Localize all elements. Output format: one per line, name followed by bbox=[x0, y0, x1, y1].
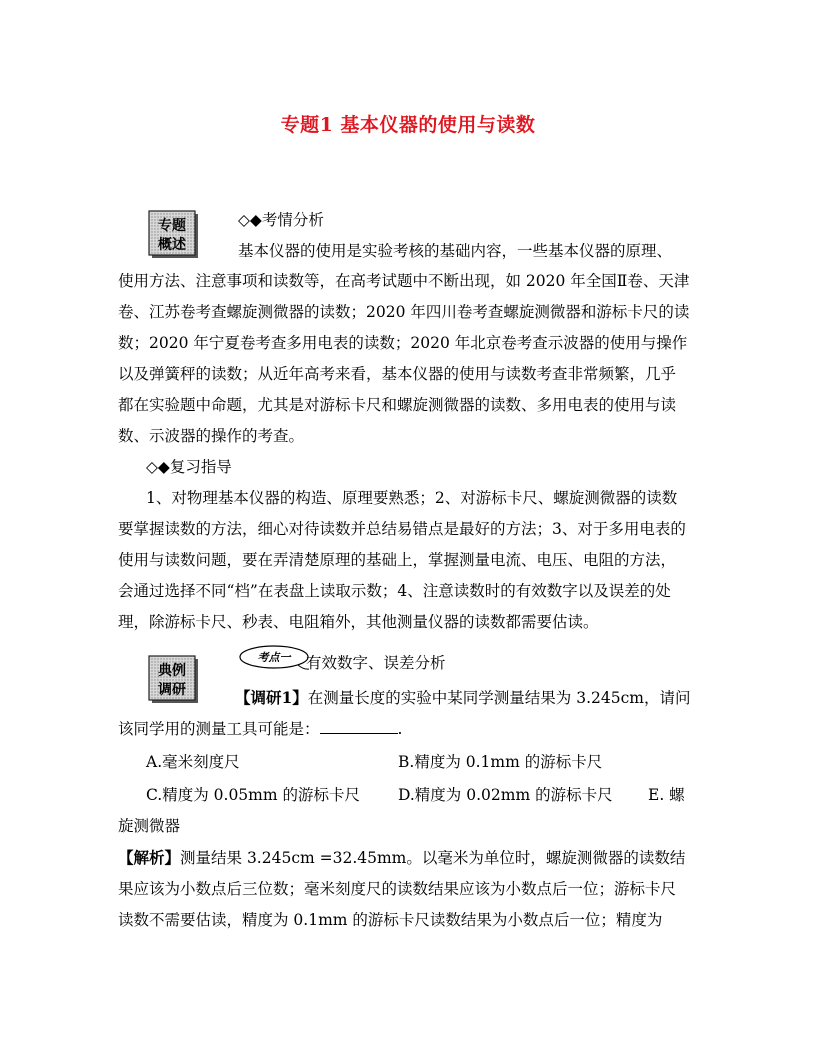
option-c: C.精度为 0.05mm 的游标卡尺 bbox=[146, 786, 360, 804]
paragraph-line: 使用方法、注意事项和读数等，在高考试题中不断出现，如 2020 年全国Ⅱ卷、天津 bbox=[118, 272, 690, 290]
overview-badge-top: 专题 bbox=[158, 218, 186, 234]
option-b: B.精度为 0.1mm 的游标卡尺 bbox=[398, 753, 603, 771]
paragraph-line: 会通过选择不同“档”在表盘上读取示数；4、注意读数时的有效数字以及误差的处 bbox=[118, 582, 671, 600]
paragraph-line: 数、示波器的操作的考查。 bbox=[118, 427, 305, 445]
point-heading: 有效数字、误差分析 bbox=[306, 654, 446, 672]
question-text-2-end: . bbox=[397, 720, 403, 738]
question-text-1: 在测量长度的实验中某同学测量结果为 3.245cm，请问 bbox=[307, 689, 691, 707]
point-oval-text: 考点一 bbox=[257, 651, 291, 664]
point-oval-label bbox=[238, 643, 310, 675]
overview-badge bbox=[148, 210, 198, 258]
question-line-1 bbox=[235, 688, 690, 708]
option-d: D.精度为 0.02mm 的游标卡尺 bbox=[398, 786, 613, 804]
analysis-line-3: 读数不需要估读，精度为 0.1mm 的游标卡尺读数结果为小数点后一位；精度为 bbox=[118, 911, 663, 929]
page-title: 专题1 基本仪器的使用与读数 bbox=[280, 114, 536, 136]
analysis-line-1 bbox=[118, 848, 685, 868]
answer-blank[interactable] bbox=[320, 719, 398, 734]
paragraph-line: 要掌握读数的方法，细心对待读数并总结易错点是最好的方法；3、对于多用电表的 bbox=[118, 520, 686, 538]
paragraph-line: 都在实验题中命题，尤其是对游标卡尺和螺旋测微器的读数、多用电表的使用与读 bbox=[118, 396, 677, 414]
examples-badge-top: 典例 bbox=[158, 663, 186, 679]
analysis-line-2: 果应该为小数点后三位数；毫米刻度尺的读数结果应该为小数点后一位；游标卡尺 bbox=[118, 880, 677, 898]
examples-badge-bottom: 调研 bbox=[158, 682, 186, 698]
option-a: A.毫米刻度尺 bbox=[146, 753, 240, 771]
paragraph-line: 卷、江苏卷考查螺旋测微器的读数；2020 年四川卷考查螺旋测微器和游标卡尺的读 bbox=[118, 303, 690, 321]
overview-badge-bottom: 概述 bbox=[158, 237, 186, 253]
paragraph-line: 1、对物理基本仪器的构造、原理要熟悉；2、对游标卡尺、螺旋测微器的读数 bbox=[146, 489, 678, 507]
paragraph-line: 以及弹簧秤的读数；从近年高考来看，基本仪器的使用与读数考查非常频繁，几乎 bbox=[118, 365, 677, 383]
question-line-2 bbox=[118, 719, 402, 739]
paragraph-line: 理，除游标卡尺、秒表、电阻箱外，其他测量仪器的读数都需要估读。 bbox=[118, 613, 599, 631]
question-tag: 【调研1】 bbox=[235, 688, 308, 707]
paragraph-line: 数；2020 年宁夏卷考查多用电表的读数；2020 年北京卷考查示波器的使用与操作 bbox=[118, 334, 688, 352]
examples-badge bbox=[148, 655, 198, 703]
paragraph-line: 使用与读数问题，要在弄清楚原理的基础上，掌握测量电流、电压、电阻的方法， bbox=[118, 551, 677, 569]
analysis-tag: 【解析】 bbox=[118, 848, 181, 867]
question-text-2: 该同学用的测量工具可能是： bbox=[118, 720, 320, 738]
paragraph-line: 基本仪器的使用是实验考核的基础内容，一些基本仪器的原理、 bbox=[238, 242, 673, 260]
section-heading-review: ◇◆复习指导 bbox=[146, 458, 232, 476]
option-e-continued: 旋测微器 bbox=[118, 817, 181, 835]
analysis-text-1: 测量结果 3.245cm =32.45mm。以毫米为单位时，螺旋测微器的读数结 bbox=[180, 849, 686, 867]
section-heading-analysis: ◇◆考情分析 bbox=[238, 211, 324, 229]
option-e: E. 螺 bbox=[648, 786, 685, 804]
